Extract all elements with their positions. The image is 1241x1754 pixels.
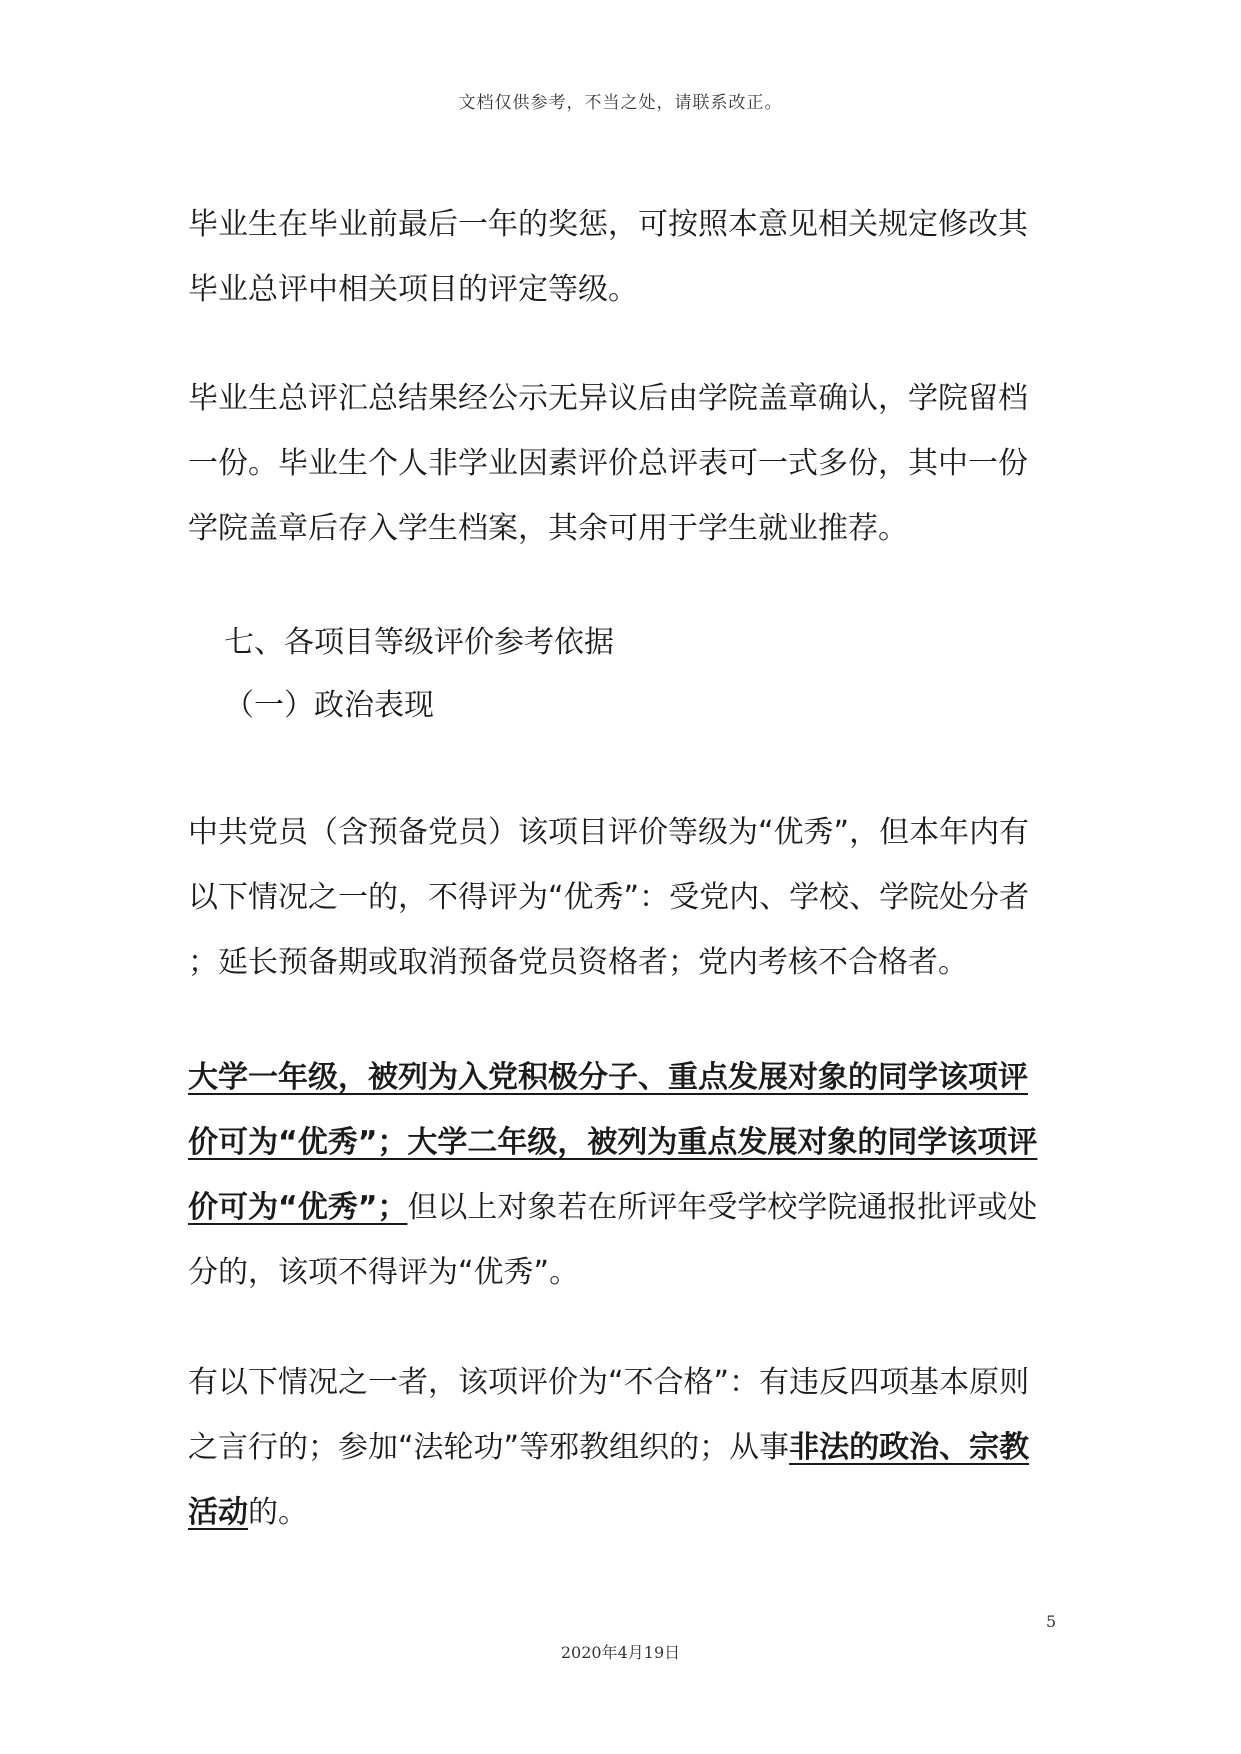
text-line: 以下情况之一的，不得评为“优秀”：受党内、学校、学院处分者 — [188, 880, 1030, 915]
plain-text: 的。 — [248, 1495, 308, 1530]
text-line: 毕业总评中相关项目的评定等级。 — [188, 272, 638, 307]
text-line: ；延长预备期或取消预备党员资格者；党内考核不合格者。 — [188, 945, 968, 980]
text-line: 学院盖章后存入学生档案，其余可用于学生就业推荐。 — [188, 511, 908, 546]
highlighted-text: 价可为“优秀”； — [188, 1190, 408, 1225]
paragraph-graduate-rewards — [188, 192, 1048, 322]
text-line — [188, 1415, 1048, 1480]
text-line: 有以下情况之一者，该项评价为“不合格”：有违反四项基本原则 — [188, 1365, 1030, 1400]
highlighted-text: 非法的政治、宗教 — [789, 1430, 1030, 1465]
subsection-heading-political: （一）政治表现 — [224, 688, 434, 723]
section-heading-seven: 七、各项目等级评价参考依据 — [224, 625, 614, 660]
page-number: 5 — [1046, 1612, 1057, 1631]
text-line: 一份。毕业生个人非学业因素评价总评表可一式多份，其中一份 — [188, 446, 1028, 481]
highlighted-text-line: 大学一年级，被列为入党积极分子、重点发展对象的同学该项评 — [188, 1060, 1028, 1095]
highlighted-text-line: 价可为“优秀”；大学二年级，被列为重点发展对象的同学该项评 — [188, 1125, 1038, 1160]
text-line — [188, 1480, 1048, 1545]
text-line: 中共党员（含预备党员）该项目评价等级为“优秀”，但本年内有 — [188, 815, 1030, 850]
highlighted-text: 活动 — [188, 1495, 248, 1530]
footer-date: 2020年4月19日 — [560, 1643, 681, 1662]
paragraph-activist-students — [188, 1045, 1048, 1305]
text-line: 毕业生总评汇总结果经公示无异议后由学院盖章确认，学院留档 — [188, 381, 1028, 416]
plain-text: 之言行的；参加“法轮功”等邪教组织的；从事 — [188, 1430, 790, 1465]
text-line: 毕业生在毕业前最后一年的奖惩，可按照本意见相关规定修改其 — [188, 207, 1028, 242]
paragraph-unqualified — [188, 1350, 1048, 1545]
text-line — [188, 1175, 1048, 1240]
paragraph-summary-confirmation — [188, 366, 1048, 561]
paragraph-party-members — [188, 800, 1048, 995]
plain-text: 但以上对象若在所评年受学校学院通报批评或处 — [407, 1190, 1038, 1225]
header-disclaimer: 文档仅供参考，不当之处，请联系改正。 — [458, 93, 783, 113]
text-line: 分的，该项不得评为“优秀”。 — [188, 1255, 580, 1290]
